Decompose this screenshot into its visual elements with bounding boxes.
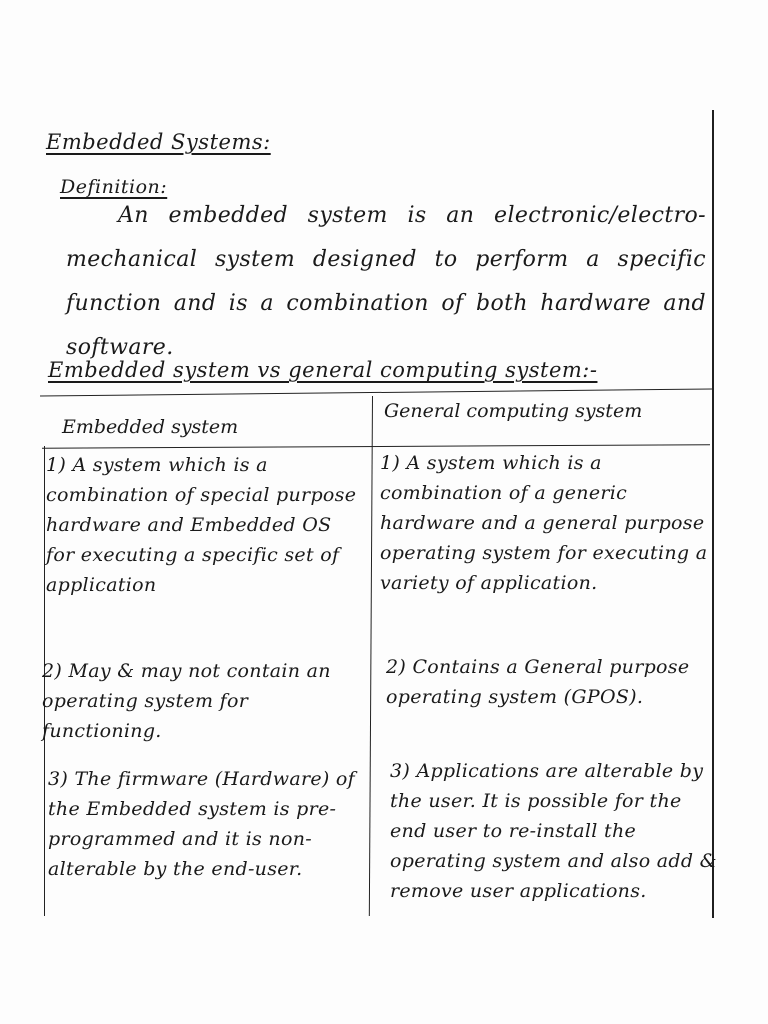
page-title: Embedded Systems:	[46, 130, 271, 154]
general-point-3: 3) Applications are alterable by the user. It is possible for the end user to re-install the operating system and also add & remove user applications.	[390, 760, 717, 902]
definition-text: An embedded system is an electronic/electro-mechanical system designed to perform a specific function and is a combination of both hardware and software.	[66, 203, 706, 360]
embedded-point-1: 1) A system which is a combination of special purpose hardware and Embedded OS for executing a specific set of application	[46, 454, 357, 596]
column-header-embedded: Embedded system	[62, 416, 239, 438]
column-header-general: General computing system	[384, 400, 643, 422]
embedded-point-3: 3) The firmware (Hardware) of the Embedded system is pre-programmed and it is non-alterable by the end-user.	[48, 768, 355, 880]
table-top-rule	[40, 388, 712, 396]
general-point-2: 2) Contains a General purpose operating system (GPOS).	[386, 656, 690, 708]
general-point-1: 1) A system which is a combination of a generic hardware and a general purpose operating system for executing a variety of application.	[380, 452, 708, 594]
definition-label: Definition:	[60, 176, 168, 198]
embedded-point-2: 2) May & may not contain an operating system for functioning.	[42, 660, 331, 742]
comparison-title: Embedded system vs general computing system:-	[48, 358, 598, 382]
